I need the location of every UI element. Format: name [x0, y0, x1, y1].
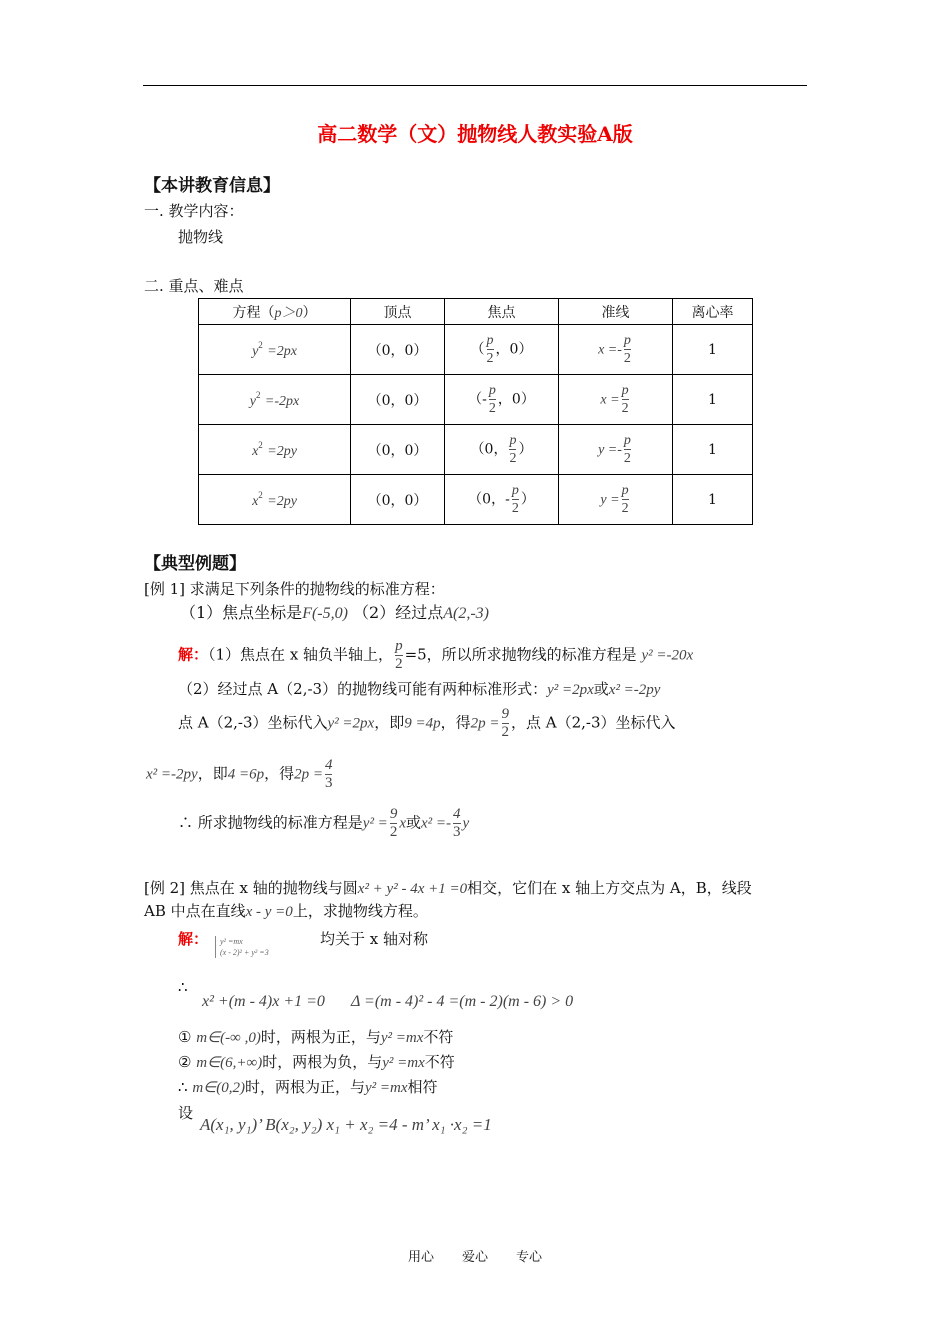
parabola-table [198, 298, 753, 525]
section-examples-heading: 【典型例题】 [144, 554, 246, 574]
focus-cell: （ $\frac{p}{2}$ ，0） [445, 325, 559, 375]
system-eq-1: y² =mx [220, 937, 243, 946]
example1-conclusion: ∴ 所求抛物线的标准方程是y² = $\frac{9}{2}$ x或x² =- $\frac{4}{3}$ y [178, 806, 470, 840]
vertex-cell: （0，0） [351, 475, 445, 525]
eccentricity-cell: 1 [673, 425, 753, 475]
eccentricity-cell: 1 [673, 475, 753, 525]
equation-cell: $x^2 =2py$ [199, 425, 351, 475]
example2-solution-label: 解： [178, 930, 209, 948]
header-focus: 焦点 [445, 299, 559, 325]
eccentricity-cell: 1 [673, 325, 753, 375]
example1-solution-3: 点 A（2,-3）坐标代入y² =2px，即9 =4p，得2p = $\frac{9}{2}$ ，点 A（2,-3）坐标代入 [178, 706, 676, 740]
key-points-label: 二. 重点、难点 [144, 277, 244, 295]
table-row [199, 325, 753, 375]
system-eq-2: (x - 2)² + y² =3 [220, 948, 269, 957]
therefore-symbol: ∴ [178, 978, 188, 996]
header-equation: 方程（p＞0） [199, 299, 351, 325]
content-value: 抛物线 [178, 228, 224, 246]
header-vertex: 顶点 [351, 299, 445, 325]
directrix-cell: x =- $\frac{p}{2}$ [559, 325, 673, 375]
example1-solution-4: x² =-2py，即4 =6p，得2p = $\frac{4}{3}$ [146, 757, 333, 791]
table-row [199, 425, 753, 475]
directrix-cell: y = $\frac{p}{2}$ [559, 475, 673, 525]
case-2: ② m∈(6,+∞)时，两根为负，与y² =mx不符 [178, 1053, 455, 1071]
section-info-heading: 【本讲教育信息】 [144, 176, 280, 196]
content-label: 一. 教学内容： [144, 202, 244, 220]
equation-cell: $y^2 =-2px$ [199, 375, 351, 425]
document-title: 高二数学（文）抛物线人教实验A版 [317, 122, 633, 146]
focus-cell: （- $\frac{p}{2}$ ，0） [445, 375, 559, 425]
footer: 用心 爱心 专心 [407, 1250, 543, 1265]
example1-solution-2: （2）经过点 A（2,-3）的抛物线可能有两种标准形式：y² =2px或x² =-2py [178, 680, 661, 698]
example1-question: [例 1] 求满足下列条件的抛物线的标准方程： [144, 580, 445, 598]
table-row [199, 475, 753, 525]
case-1: ① m∈(-∞ ,0)时，两根为正，与y² =mx不符 [178, 1028, 454, 1046]
vertex-cell: （0，0） [351, 425, 445, 475]
equation-cell: $x^2 =2py$ [199, 475, 351, 525]
example2-question-line1: [例 2] 焦点在 x 轴的抛物线与圆x² + y² - 4x +1 =0相交，它们在 x 轴上方交点为 A，B，线段 [144, 879, 752, 897]
example2-question-line2: AB 中点在直线x - y =0上，求抛物线方程。 [144, 902, 428, 920]
example1-solution-1: 解：（1）焦点在 x 轴负半轴上， $\frac{p}{2}$ =5，所以所求抛物线的标准方程是 y² =-20x [178, 638, 694, 672]
case-3: ∴ m∈(0,2)时，两根为正，与y² =mx相符 [178, 1078, 438, 1096]
focus-cell: （0，- $\frac{p}{2}$ ） [445, 475, 559, 525]
example1-conditions: （1）焦点坐标是F(-5,0) （2）经过点A(2,-3) [180, 603, 489, 622]
directrix-cell: y =- $\frac{p}{2}$ [559, 425, 673, 475]
header-directrix: 准线 [559, 299, 673, 325]
symmetry-note: 均关于 x 轴对称 [320, 930, 428, 948]
quadratic-equations: x² +(m - 4)x +1 =0 Δ =(m - 4)² - 4 =(m - 2)(m - 6) > 0 [202, 993, 574, 1010]
vertex-cell: （0，0） [351, 375, 445, 425]
header-rule [143, 85, 807, 86]
set-points: A(x₁, y₁)’ B(x₂, y₂) x₁ + x₂ =4 - m’ x₁ ·x₂ =1 [200, 1115, 492, 1134]
vertex-cell: （0，0） [351, 325, 445, 375]
table-header-row [199, 299, 753, 325]
focus-cell: （0， $\frac{p}{2}$ ） [445, 425, 559, 475]
equation-cell: $y^2 =2px$ [199, 325, 351, 375]
header-eccentricity: 离心率 [673, 299, 753, 325]
directrix-cell: x = $\frac{p}{2}$ [559, 375, 673, 425]
table-row [199, 375, 753, 425]
set-label: 设 [178, 1104, 194, 1122]
eccentricity-cell: 1 [673, 375, 753, 425]
equation-system [215, 936, 269, 958]
